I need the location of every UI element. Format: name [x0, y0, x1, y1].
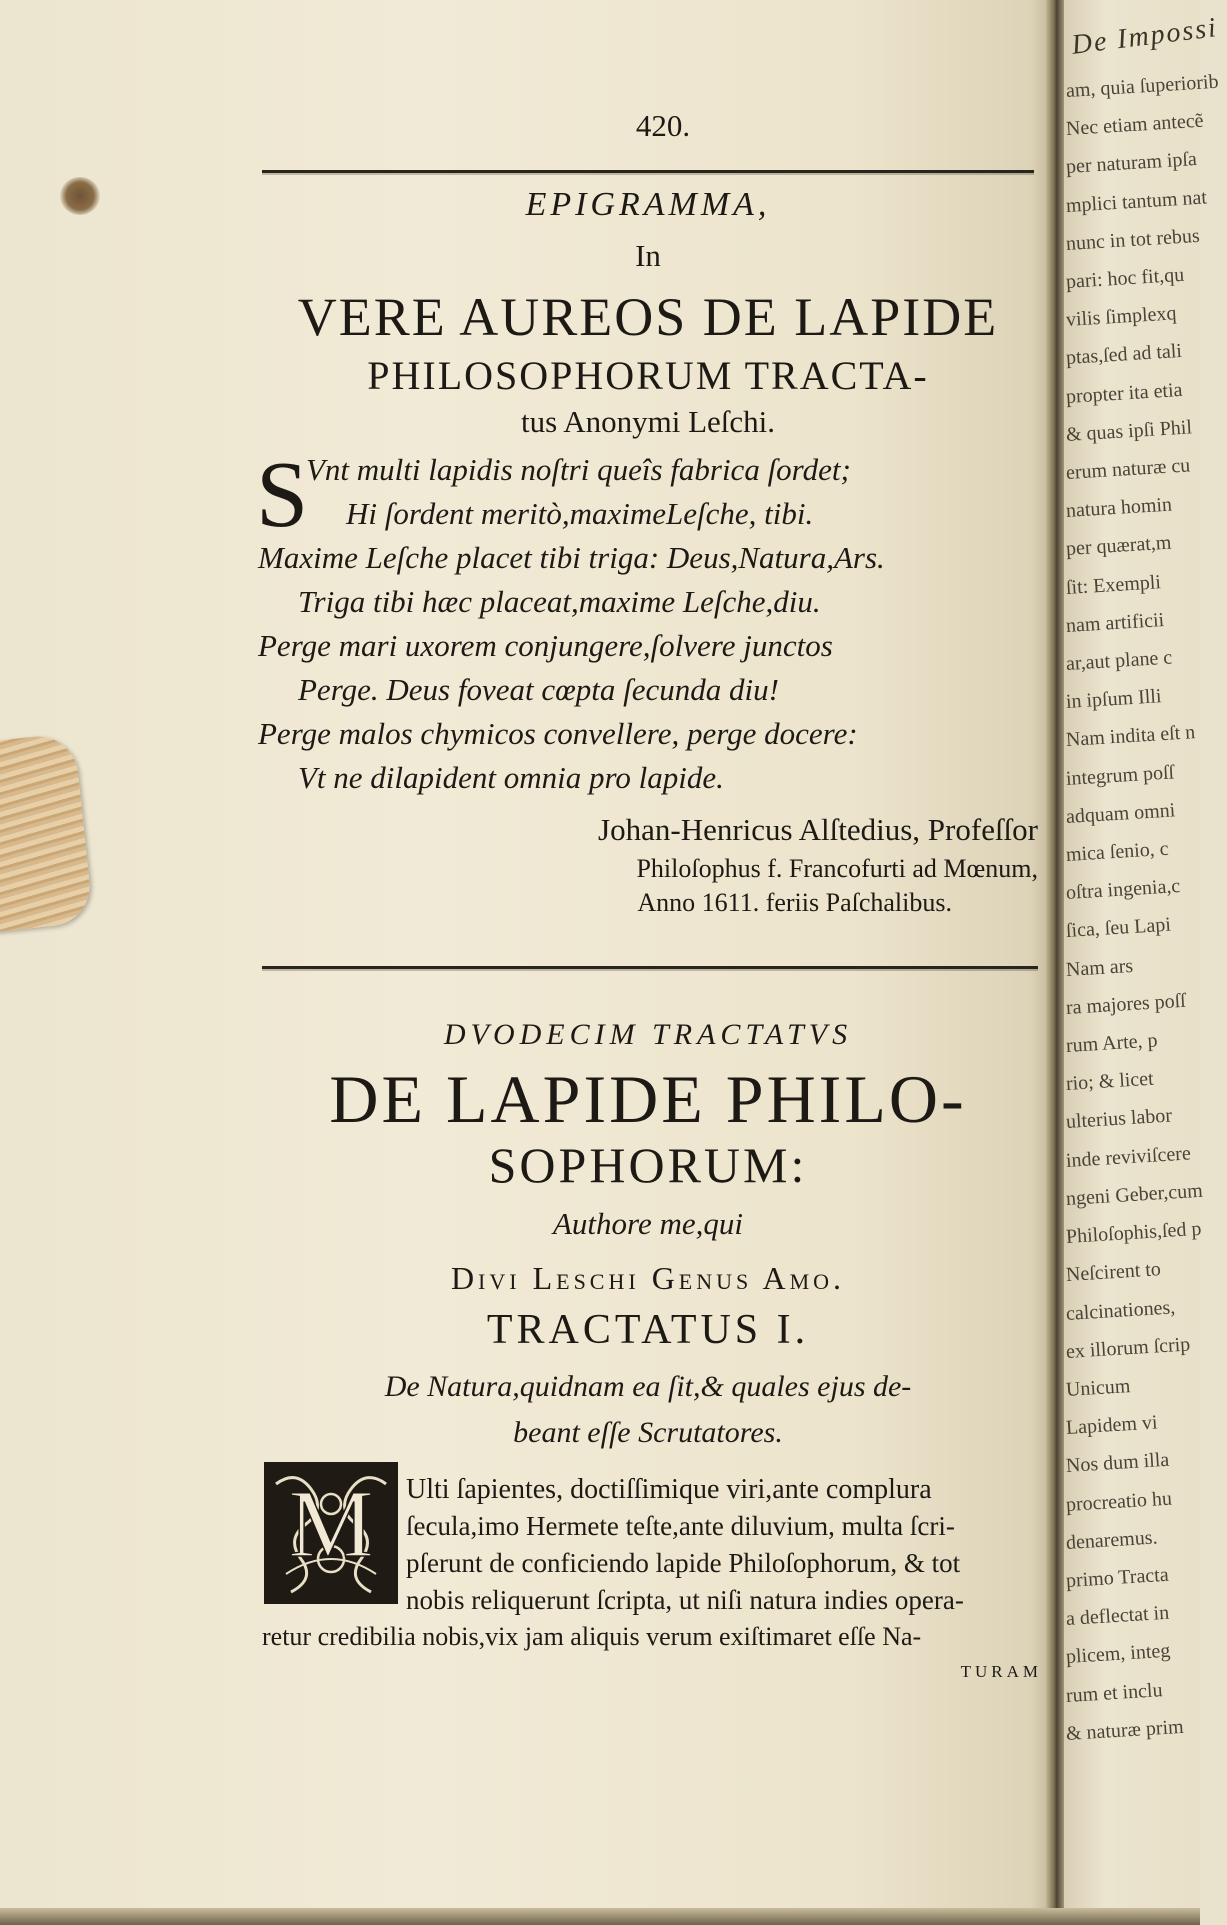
facing-page-line: denaremus. — [1065, 1526, 1159, 1554]
tract-title-line1: DE LAPIDE PHILO- — [329, 1061, 967, 1137]
facing-page-line: procreatio hu — [1065, 1487, 1173, 1516]
poem-line: Hi ſordent meritò,maximeLeſche, tibi. — [346, 496, 814, 531]
poem-line: Maxime Leſche placet tibi triga: Deus,Natura,Ars. — [258, 540, 885, 575]
facing-page-line: oſtra ingenia,c — [1065, 875, 1181, 905]
tract-author-line: Authore me,qui — [553, 1206, 743, 1241]
facing-page-line: per naturam ipſa — [1065, 148, 1198, 179]
tractatus-heading: TRACTATUS I. — [486, 1307, 810, 1353]
facing-page-line: Nec etiam antecẽ — [1065, 109, 1205, 141]
facing-page-line: Philoſophis,ſed p — [1065, 1217, 1202, 1249]
facing-page-line: ſica, ſeu Lapi — [1065, 914, 1172, 943]
body-line: retur credibilia nobis,vix jam aliquis verum exiſtimaret eſſe Na- — [262, 1622, 922, 1651]
chapter-title-line1: De Natura,quidnam ea ſit,& quales ejus de- — [384, 1370, 912, 1403]
facing-page-line: pari: hoc fit,qu — [1065, 263, 1185, 293]
facing-page-line: plicem, integ — [1065, 1639, 1171, 1669]
facing-page-line: ngeni Geber,cum — [1065, 1179, 1204, 1210]
poem-line: Perge mari uxorem conjungere,ſolvere junctos — [258, 628, 833, 663]
drop-letter-s: S — [256, 443, 309, 547]
chapter-title-line2: beant eſſe Scrutatores. — [513, 1416, 783, 1449]
book-page-right — [1064, 0, 1220, 1925]
facing-page-line: adquam omni — [1065, 799, 1176, 828]
epigram-title-line3: tus Anonymi Leſchi. — [520, 404, 775, 439]
facing-page-line: calcinationes, — [1065, 1295, 1176, 1325]
facing-page-line: vilis ſimplexq — [1065, 302, 1178, 332]
body-line: nobis reliquerunt ſcripta, ut niſi natura indies opera- — [406, 1585, 964, 1615]
facing-page-line: ar,aut plane c — [1065, 646, 1173, 676]
facing-page-line: inde reviviſcere — [1065, 1142, 1192, 1172]
facing-page-line: a deflectat in — [1065, 1601, 1170, 1631]
facing-page-line: Lapidem vi — [1065, 1411, 1159, 1440]
facing-page-line: integrum poſſ — [1065, 761, 1175, 790]
facing-page-line: & quas ipſi Phil — [1065, 416, 1193, 446]
epigram-title-line2: PHILOSOPHORUM TRACTA- — [367, 353, 929, 398]
body-line: pſerunt de conficiendo lapide Philoſophorum, & tot — [406, 1548, 961, 1578]
facing-page-line: Nam ars — [1065, 954, 1134, 981]
facing-page-header: De Impossi — [1070, 12, 1220, 61]
facing-page-line: ulterius labor — [1065, 1105, 1173, 1134]
facing-page-line: nam artificii — [1065, 608, 1165, 637]
tract-subtitle: DVODECIM TRACTATVS — [443, 1018, 853, 1051]
facing-page-line: rio; & licet — [1065, 1067, 1155, 1096]
facing-page-line: rum Arte, p — [1065, 1029, 1159, 1058]
facing-page-line: Unicum — [1065, 1374, 1131, 1401]
signature-line1: Johan-Henricus Alſtedius, Profeſſor — [598, 812, 1038, 847]
facing-page-line: Nos dum illa — [1065, 1449, 1170, 1478]
poem-line: Vt ne dilapident omnia pro lapide. — [298, 760, 724, 795]
facing-page-line: ex illorum ſcrip — [1065, 1333, 1191, 1363]
facing-page-line: ra majores poſſ — [1065, 989, 1187, 1019]
facing-page-line: natura homin — [1065, 493, 1173, 523]
facing-page-line: propter ita etia — [1065, 378, 1184, 408]
facing-page-line: mica ſenio, c — [1065, 837, 1170, 867]
catchword: TURAM — [960, 1662, 1042, 1681]
page-bottom-edge — [0, 1908, 1200, 1925]
page-number: 420. — [635, 108, 691, 143]
facing-page-line: nunc in tot rebus — [1065, 224, 1201, 255]
ink-stain — [60, 177, 100, 215]
signature-line3: Anno 1611. feriis Paſchalibus. — [637, 888, 952, 917]
facing-page-line: rum et inclu — [1065, 1678, 1164, 1707]
body-line: ſecula,imo Hermete teſte,ante diluvium, multa ſcri- — [406, 1511, 955, 1541]
facing-page-line: Neſcirent to — [1065, 1258, 1162, 1287]
epigram-title-line1: VERE AUREOS DE LAPIDE — [297, 287, 999, 347]
facing-page-line: mplici tantum nat — [1065, 186, 1208, 217]
epigram-label: EPIGRAMMA, — [525, 186, 771, 223]
facing-page-line: ptas,ſed ad tali — [1065, 340, 1183, 370]
decorated-initial-m — [264, 1462, 398, 1604]
facing-page-line: erum naturæ cu — [1065, 454, 1191, 485]
facing-page-line: & naturæ prim — [1065, 1715, 1185, 1745]
poem-line: Perge. Deus foveat cœpta ſecunda diu! — [298, 672, 779, 707]
initial-letter: M — [288, 1470, 374, 1577]
epigram-in: In — [635, 238, 661, 273]
facing-page-line: Nam indita eſt n — [1065, 721, 1196, 752]
facing-page-text — [1066, 72, 1226, 1753]
facing-page-line: primo Tracta — [1065, 1563, 1170, 1592]
poem-line: Triga tibi hæc placeat,maxime Leſche,diu. — [298, 584, 821, 619]
body-line: Ulti ſapientes, doctiſſimique viri,ante complura — [406, 1474, 932, 1505]
facing-page-line: in ipſum Illi — [1065, 685, 1163, 714]
top-rule — [262, 170, 1034, 173]
tract-anagram: Divi Leschi Genus Amo. — [450, 1260, 846, 1296]
facing-page-line: am, quia ſuperiorib — [1065, 70, 1220, 102]
signature-line2: Philoſophus f. Francofurti ad Mœnum, — [636, 854, 1038, 883]
poem-line: Vnt multi lapidis noſtri queîs fabrica ſordet; — [306, 452, 851, 487]
facing-page-line: per quærat,m — [1065, 532, 1172, 561]
tract-title-line2: SOPHORUM: — [488, 1137, 808, 1193]
poem-line: Perge malos chymicos convellere, perge docere: — [258, 716, 858, 751]
book-gutter — [1046, 0, 1064, 1925]
middle-rule — [262, 966, 1038, 969]
facing-page-line: ſit: Exempli — [1065, 570, 1162, 599]
